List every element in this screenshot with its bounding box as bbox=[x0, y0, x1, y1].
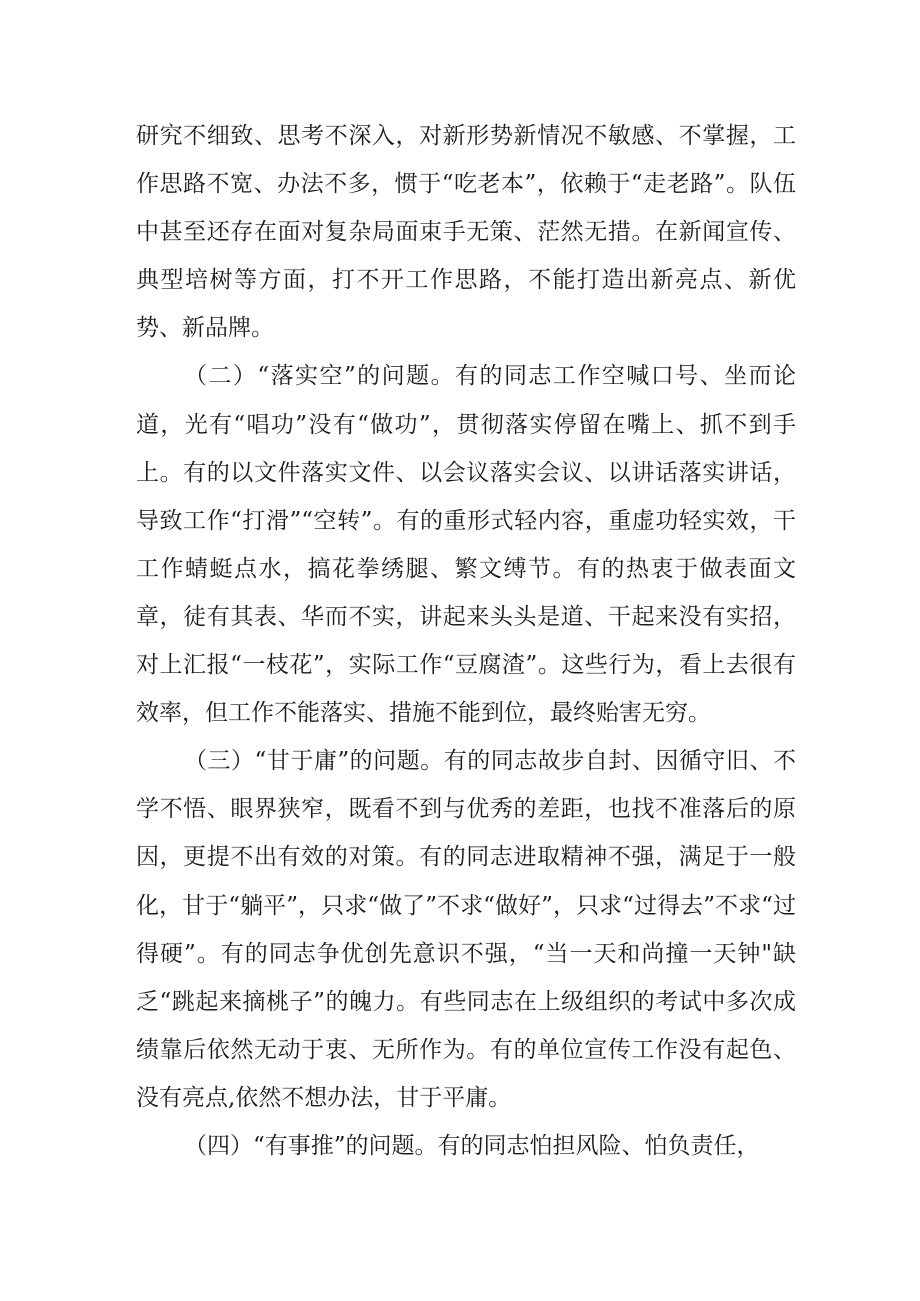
document-body bbox=[136, 112, 796, 1170]
paragraph-content-with-mediocrity: （三）“甘于庸”的问题。有的同志故步自封、因循守旧、不学不悟、眼界狭窄，既看不到与优秀的差距，也找不准落后的原因，更提不出有效的对策。有的同志进取精神不强，满足于一般化，甘于“躺平”，只求“做了”不求“做好”，只求“过得去”不求“过得硬”。有的同志争优创先意识不强，“当一天和尚撞一天钟"缺乏“跳起来摘桃子”的魄力。有些同志在上级组织的考试中多次成绩靠后依然无动于衷、无所作为。有的单位宣传工作没有起色、没有亮点,依然不想办法，甘于平庸。 bbox=[136, 748, 796, 1111]
paragraph-shirking-responsibility: （四）“有事推”的问题。有的同志怕担风险、怕负责任， bbox=[184, 1132, 760, 1159]
paragraph-implementation-empty: （二）“落实空”的问题。有的同志工作空喊口号、坐而论道，光有“唱功”没有“做功”，贯彻落实停留在嘴上、抓不到手上。有的以文件落实文件、以会议落实会议、以讲话落实讲话，导致工作“打滑”“空转”。有的重形式轻内容，重虚功轻实效，干工作蜻蜓点水，搞花拳绣腿、繁文缚节。有的热衷于做表面文章，徒有其表、华而不实，讲起来头头是道、干起来没有实招，对上汇报“一枝花”，实际工作“豆腐渣”。这些行为，看上去很有效率，但工作不能落实、措施不能到位，最终贻害无穷。 bbox=[136, 363, 796, 727]
paragraph-continuation: 研究不细致、思考不深入，对新形势新情况不敏感、不掌握，工作思路不宽、办法不多，惯于“吃老本”，依赖于“走老路”。队伍中甚至还存在面对复杂局面束手无策、茫然无措。在新闻宣传、典型培树等方面，打不开工作思路，不能打造出新亮点、新优势、新品牌。 bbox=[136, 123, 796, 342]
